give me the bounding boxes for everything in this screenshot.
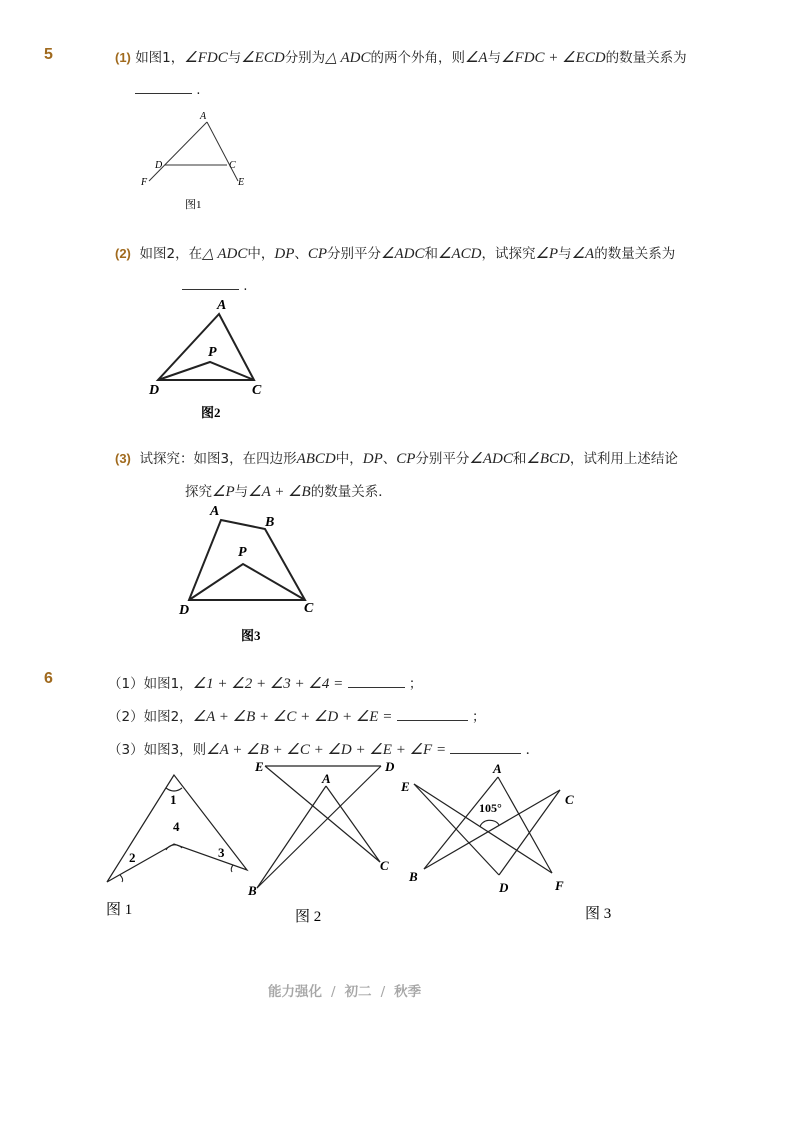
q5-p2-t7: 与 bbox=[558, 246, 572, 262]
fig3-caption: 图3 bbox=[241, 628, 261, 643]
q5-p3-a1: ABCD bbox=[296, 451, 336, 467]
q5-p3-l2-t2: 与 bbox=[234, 484, 249, 500]
q5-p1-a2: ∠ECD bbox=[241, 50, 285, 66]
q5-part2-blank[interactable] bbox=[182, 289, 239, 290]
q5-p1-a5: ∠FDC + ∠ECD bbox=[501, 50, 606, 66]
q6-p1-expr: ∠1 + ∠2 + ∠3 + ∠4 = bbox=[192, 676, 344, 692]
q5-p3-l2-a2: ∠A + ∠B bbox=[248, 484, 311, 500]
q6-figure-1 bbox=[100, 765, 260, 925]
footer-part1: 能力强化 bbox=[268, 984, 322, 1000]
fig1-label-C: C bbox=[229, 160, 236, 171]
q6-figure-3 bbox=[395, 755, 612, 930]
q5-p2-a7: ∠A bbox=[571, 246, 595, 262]
q6-fig1-angle-2: 2 bbox=[129, 850, 136, 865]
q6-fig3-caption: 图 3 bbox=[585, 906, 612, 922]
q5-p3-t6: ，试利用上述结论 bbox=[569, 451, 678, 467]
q5-part2-text bbox=[115, 242, 675, 263]
page-footer bbox=[268, 980, 421, 1000]
q5-p3-l2-a1: ∠P bbox=[212, 484, 235, 500]
q5-part1-label: (1) bbox=[115, 50, 131, 65]
q6-p2-t1: 如图2， bbox=[143, 709, 193, 725]
fig3-label-B: B bbox=[265, 515, 275, 530]
q6-p3-t1: 如图3，则 bbox=[143, 742, 207, 758]
q5-part3-label: (3) bbox=[115, 451, 131, 466]
q5-part2-answer-line bbox=[182, 278, 248, 294]
q6-p2-end: ； bbox=[471, 709, 486, 725]
q6-p3-expr: ∠A + ∠B + ∠C + ∠D + ∠E + ∠F = bbox=[206, 742, 447, 758]
q5-p2-t8: 的数量关系为 bbox=[594, 246, 676, 262]
q5-p1-t2: 与 bbox=[227, 50, 242, 66]
q6-fig1-angle-3: 3 bbox=[218, 845, 225, 860]
q5-p3-t5: 和 bbox=[512, 451, 527, 467]
q5-p2-a4: ∠ADC bbox=[381, 246, 425, 262]
q6-fig2-label-D: D bbox=[385, 759, 395, 774]
q5-p2-t2: 中， bbox=[247, 246, 275, 262]
q5-figure-2 bbox=[140, 295, 280, 420]
q5-p1-a1: ∠FDC bbox=[184, 50, 228, 66]
q5-part1-text bbox=[115, 46, 687, 67]
q6-fig1-angle-4: 4 bbox=[173, 819, 180, 834]
q6-fig3-label-F: F bbox=[555, 878, 564, 893]
q5-p2-t6: ，试探究 bbox=[481, 246, 536, 262]
q6-part1-blank[interactable] bbox=[348, 687, 405, 688]
q5-p1-t6: 的数量关系为 bbox=[605, 50, 687, 66]
q5-p2-a5: ∠ACD bbox=[438, 246, 482, 262]
q5-p2-t4: 分别平分 bbox=[327, 246, 382, 262]
q6-part2-blank[interactable] bbox=[397, 720, 468, 721]
fig1-label-A: A bbox=[200, 111, 207, 122]
q5-p2-a6: ∠P bbox=[535, 246, 559, 262]
q5-p2-t3: 、 bbox=[294, 246, 308, 262]
q5-p1-a3: △ ADC bbox=[325, 50, 371, 66]
q5-part2-label: (2) bbox=[115, 246, 131, 261]
q5-part1-blank[interactable] bbox=[135, 93, 192, 94]
q6-fig3-label-C: C bbox=[565, 792, 574, 807]
fig2-label-D: D bbox=[149, 383, 160, 398]
q5-p2-end: . bbox=[243, 278, 248, 294]
q5-p3-l2-t3: 的数量关系． bbox=[310, 484, 392, 500]
fig1-label-D: D bbox=[155, 160, 163, 171]
fig3-label-D: D bbox=[179, 603, 190, 618]
q5-p3-t2: 中， bbox=[335, 451, 363, 467]
q6-p3-label: （3） bbox=[108, 742, 144, 758]
q6-fig2-caption: 图 2 bbox=[295, 909, 322, 925]
q5-figure-3 bbox=[175, 500, 335, 650]
q5-p3-t3: 、 bbox=[382, 451, 397, 467]
q5-part3-text bbox=[115, 447, 678, 468]
q6-fig2-label-C: C bbox=[380, 858, 389, 873]
fig2-label-C: C bbox=[252, 383, 262, 398]
fig2-label-P: P bbox=[208, 345, 217, 360]
q5-p2-t1: 如图2，在 bbox=[139, 246, 203, 262]
q6-fig3-label-E: E bbox=[401, 779, 410, 794]
fig3-label-P: P bbox=[238, 545, 247, 560]
q6-p1-label: （1） bbox=[108, 676, 144, 692]
q5-p3-t1: 试探究：如图3，在四边形 bbox=[139, 451, 297, 467]
q6-part2-text bbox=[108, 705, 485, 726]
q5-p1-t4: 的两个外角，则 bbox=[370, 50, 465, 66]
q6-fig1-caption: 图 1 bbox=[106, 902, 133, 918]
fig1-label-F: F bbox=[141, 177, 148, 188]
q5-p3-t4: 分别平分 bbox=[415, 451, 470, 467]
q5-p3-a3: CP bbox=[396, 451, 416, 467]
q5-part1-answer-line bbox=[135, 82, 201, 98]
q5-p2-t5: 和 bbox=[424, 246, 438, 262]
q5-p1-t1: 如图1， bbox=[135, 50, 185, 66]
fig2-label-A: A bbox=[217, 298, 227, 313]
q6-fig2-label-A: A bbox=[322, 771, 331, 786]
q6-part1-text bbox=[108, 672, 422, 693]
q6-p1-t1: 如图1， bbox=[143, 676, 193, 692]
q6-fig1-angle-1: 1 bbox=[170, 792, 177, 807]
q5-p3-a2: DP bbox=[362, 451, 383, 467]
q6-part3-blank[interactable] bbox=[450, 753, 521, 754]
q6-p3-end: ． bbox=[525, 742, 540, 758]
q6-fig2-label-E: E bbox=[255, 759, 264, 774]
fig2-caption: 图2 bbox=[201, 405, 221, 420]
fig1-caption: 图1 bbox=[185, 199, 202, 211]
q6-fig3-label-A: A bbox=[493, 761, 502, 776]
q6-figure-2 bbox=[245, 755, 405, 930]
footer-sep1: / bbox=[331, 984, 336, 1000]
q5-p1-end: . bbox=[196, 82, 201, 98]
q5-p2-a1: △ ADC bbox=[202, 246, 248, 262]
q6-fig3-label-D: D bbox=[499, 880, 509, 895]
q5-figure-1 bbox=[130, 105, 255, 215]
question-number-5: 5 bbox=[44, 46, 53, 63]
fig3-label-C: C bbox=[304, 601, 314, 616]
footer-sep2: / bbox=[380, 984, 386, 1000]
question-number-6: 6 bbox=[44, 670, 53, 687]
q5-p2-a3: CP bbox=[307, 246, 328, 262]
q5-p3-a4: ∠ADC bbox=[469, 451, 513, 467]
q6-fig2-label-B: B bbox=[248, 883, 257, 898]
fig1-label-E: E bbox=[238, 177, 245, 188]
fig3-label-A: A bbox=[210, 504, 220, 519]
q5-p1-a4: ∠A bbox=[464, 50, 488, 66]
q5-p1-t3: 分别为 bbox=[284, 50, 326, 66]
q6-fig3-label-B: B bbox=[409, 869, 418, 884]
q5-part3-line2 bbox=[185, 480, 392, 501]
q6-p1-end: ； bbox=[408, 676, 423, 692]
footer-part3: 秋季 bbox=[394, 984, 422, 1000]
q5-p2-a2: DP bbox=[274, 246, 295, 262]
q5-p3-l2-t1: 探究 bbox=[185, 484, 212, 500]
q5-p1-t5: 与 bbox=[487, 50, 502, 66]
q5-p3-a5: ∠BCD bbox=[526, 451, 570, 467]
q6-p2-label: （2） bbox=[108, 709, 144, 725]
q6-p2-expr: ∠A + ∠B + ∠C + ∠D + ∠E = bbox=[192, 709, 393, 725]
footer-part2: 初二 bbox=[344, 984, 372, 1000]
q6-fig3-angle-label: 105° bbox=[479, 801, 502, 815]
